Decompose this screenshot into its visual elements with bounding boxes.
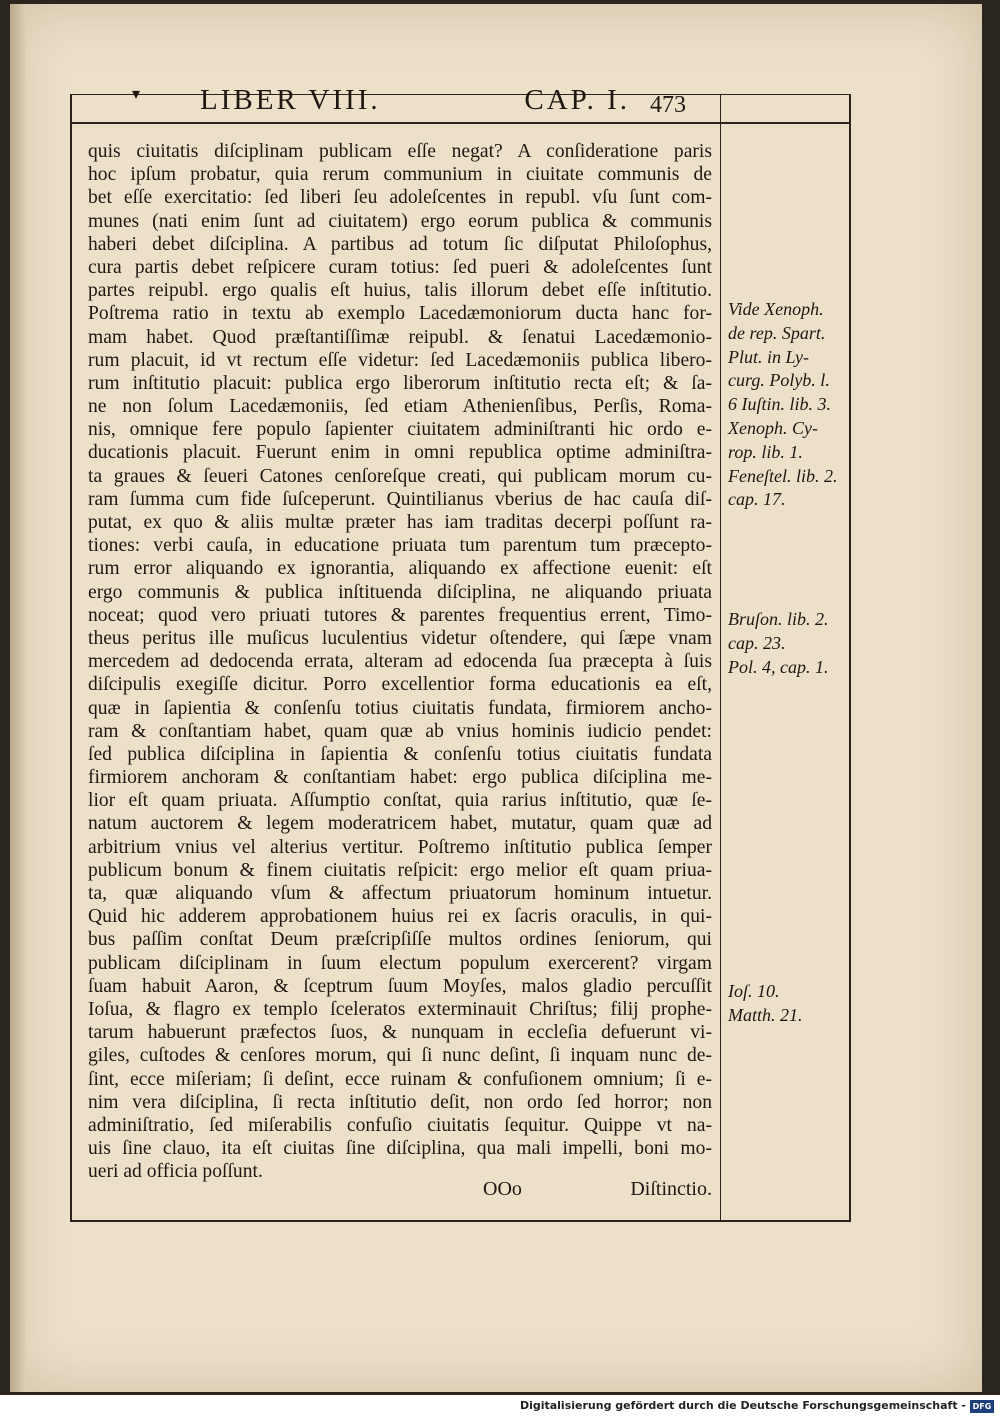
text-line: ueri ad officia poſſunt. (88, 1161, 263, 1183)
text-line: natum auctorem & legem moderatricem habet, mutatur, quam quæ ad (88, 813, 712, 835)
text-line: firmiorem anchoram & conſtantiam habet: ergo publica diſciplina me- (88, 767, 712, 789)
text-line: mercedem ad dedocenda errata, alteram ad edocenda ſua præcepta à ſuis (88, 651, 712, 673)
bottom-frame-rule (70, 1220, 851, 1222)
margin-note-line: de rep. Spart. (728, 322, 826, 343)
text-line: ram ſumma cum fide ſuſceperunt. Quintilianus vberius de hac cauſa diſ- (88, 488, 712, 510)
margin-note-line: Plut. in Ly- (728, 346, 809, 367)
text-line: rum inſtitutio placuit: publica ergo liberorum inſtitutio recta eſt; & ſa- (88, 372, 712, 394)
margin-note-line: Bruſon. lib. 2. (728, 609, 829, 629)
margin-note-line: cap. 23. (728, 632, 786, 653)
text-line: noceat; quod vero priuati tutores & parentes frequentius errent, Timo- (88, 604, 712, 626)
text-line: arbitrium vnius vel alterius vertitur. Poſtremo inſtitutio publica ſemper (88, 836, 712, 858)
text-line: quæ in ſapientia & conſenſu totius ciuitatis fundata, firmiorem ancho- (88, 697, 712, 719)
text-line: quis ciuitatis diſciplinam publicam eſſe negat? A conſideratione paris (88, 141, 712, 162)
text-line: ne non ſolum Lacedæmoniis, ſed etiam Athenienſibus, Perſis, Roma- (88, 396, 712, 418)
margin-note-line: 6 Iuſtin. lib. 3. (728, 394, 831, 415)
digitization-footer (0, 1395, 1000, 1419)
text-line: Ioſua, & flagro ex templo ſceleratos exterminauit Chriſtus; filij prophe- (88, 998, 712, 1020)
text-line: giles, cuſtodes & cenſores morum, qui ſi nunc deſint, ſi inquam nunc de- (88, 1045, 712, 1067)
text-line: rum error aliquando ex ignorantia, aliquando ex affectione euenit: eſt (88, 558, 712, 580)
text-line: mam habet. Quod præſtantiſſimæ reipubl. & ſenatui Lacedæmonio- (88, 326, 712, 348)
text-line: uis ſine clauo, ita eſt ciuitas ſine diſciplina, qua mali impelli, boni mo- (88, 1138, 712, 1160)
margin-divider-rule (720, 94, 721, 1222)
text-line: lior eſt quam priuata. Aſſumptio conſtat, quia rarius inſtitutio, quæ ſe- (88, 790, 712, 812)
text-line: partes reipubl. ergo qualis eſt huius, talis illorum debet eſſe inſtitutio. (88, 280, 712, 302)
header-chapter: CAP. I. (524, 84, 630, 116)
text-line: nis, omnique fere populo ſapienter ciuitatem adminiſtranti hic ordo e- (88, 419, 712, 441)
text-line: tarum habuerunt præfectos ſuos, & nunquam in eccleſia defuerunt vi- (88, 1022, 712, 1044)
dfg-logo: DFG (970, 1400, 994, 1413)
margin-note-line: Xenoph. Cy- (728, 417, 818, 438)
text-line: theus peritus ille muſicus luculentius videtur oſtendere, qui ſæpe vnam (88, 627, 712, 649)
page-number: 473 (650, 92, 686, 118)
margin-note-line: rop. lib. 1. (728, 441, 803, 462)
running-header (200, 84, 630, 117)
margin-note-line: Ioſ. 10. (728, 981, 780, 1001)
margin-note-line: Feneſtel. lib. 2. (728, 465, 838, 486)
footer-credit: Digitalisierung gefördert durch die Deutsche Forschungsgemeinschaft - (519, 1399, 966, 1412)
text-line: cura partis debet reſpicere curam totius: ſed pueri & adoleſcentes ſunt (88, 256, 712, 278)
text-line: bet eſſe exercitatio: ſed liberi ſeu adoleſcentes in republ. vſu ſunt com- (88, 187, 712, 209)
text-line: haberi debet diſciplina. A partibus ad totum ſic diſputat Philoſophus, (88, 233, 712, 255)
header-rule (70, 122, 850, 124)
text-line: Quid hic adderem approbationem huius rei ex ſacris oraculis, in qui- (88, 906, 712, 928)
text-line: ſint, ecce miſeriam; ſi deſint, ecce ruinam & confuſionem omnium; ſi e- (88, 1068, 712, 1090)
page-gutter (10, 4, 26, 1392)
margin-note-line: Matth. 21. (728, 1004, 803, 1025)
text-line: publicum bonum & finem ciuitatis reſpicit: ergo melior eſt quam priua- (88, 859, 712, 881)
text-line: ta, quæ aliquando vſum & affectum priuatorum hominum intuetur. (88, 883, 712, 904)
margin-note-line: Pol. 4, cap. 1. (728, 656, 829, 677)
margin-note-line: curg. Polyb. l. (728, 370, 830, 391)
text-line: munes (nati enim ſunt ad ciuitatem) ergo eorum publica & communis (88, 210, 712, 232)
text-line: putat, ex quo & aliis multæ præter has iam traditas decerpi poſſunt ra- (88, 512, 712, 533)
header-ornament: ▾ (132, 84, 141, 103)
text-line: Poſtrema ratio in textu ab exemplo Lacedæmoniorum ducta hanc for- (88, 303, 712, 325)
margin-note-iosua (728, 980, 838, 1028)
margin-note-line: cap. 17. (728, 489, 786, 510)
left-frame-rule (70, 94, 72, 1222)
margin-note-xenophon (728, 298, 838, 512)
text-line: ducationis placuit. Fuerunt enim in omni republica optime adminiſtra- (88, 442, 712, 464)
text-line: bus paſſim conſtat Deum præſcripſiſſe multos ordines ſeniorum, qui (88, 929, 712, 951)
main-text-block (88, 140, 712, 1183)
text-line: ſed publica diſciplina in ſapientia & conſenſu totius ciuitatis fundata (88, 743, 712, 765)
text-line: rum placuit, id vt rectum eſſe videtur: ſed Lacedæmoniis publica libero- (88, 349, 712, 371)
text-line: hoc ipſum probatur, quia rerum communium in ciuitate communis de (88, 164, 712, 186)
text-line: adminiſtratio, ſed miſerabilis confuſio ciuitatis ſequitur. Quippe vt na- (88, 1114, 712, 1136)
right-frame-rule (849, 94, 851, 1222)
header-book: LIBER VIII. (200, 84, 381, 116)
margin-note-line: Vide Xenoph. (728, 299, 824, 319)
text-line: ergo communis & publica inſtituenda diſciplina, ne aliquando priuata (88, 581, 712, 603)
margin-note-bruson (728, 608, 838, 679)
text-line: nim vera diſciplina, ſi recta inſtitutio deſit, non ordo ſed horror; non (88, 1091, 712, 1113)
text-line: ſuam habuit Aaron, & ſceptrum ſuum Moyſes, malos gladio percuſſit (88, 975, 712, 997)
catchword: Diſtinctio. (630, 1178, 712, 1200)
text-line: publicam diſciplinam in ſuum electum populum exercerent? virgam (88, 952, 712, 974)
text-line: diſcipulis exegiſſe dicitur. Porro excellentior forma educationis ea eſt, (88, 674, 712, 696)
signature-mark: OOo (483, 1178, 522, 1200)
text-line: ta graues & ſeueri Catones cenſoreſque creati, qui publicam morum cu- (88, 465, 712, 487)
text-line: ram & conſtantiam habet, quam quæ ab vnius hominis iudicio pendet: (88, 720, 712, 742)
text-line: tiones: verbi cauſa, in educatione priuata tum parentum tum præcepto- (88, 535, 712, 557)
